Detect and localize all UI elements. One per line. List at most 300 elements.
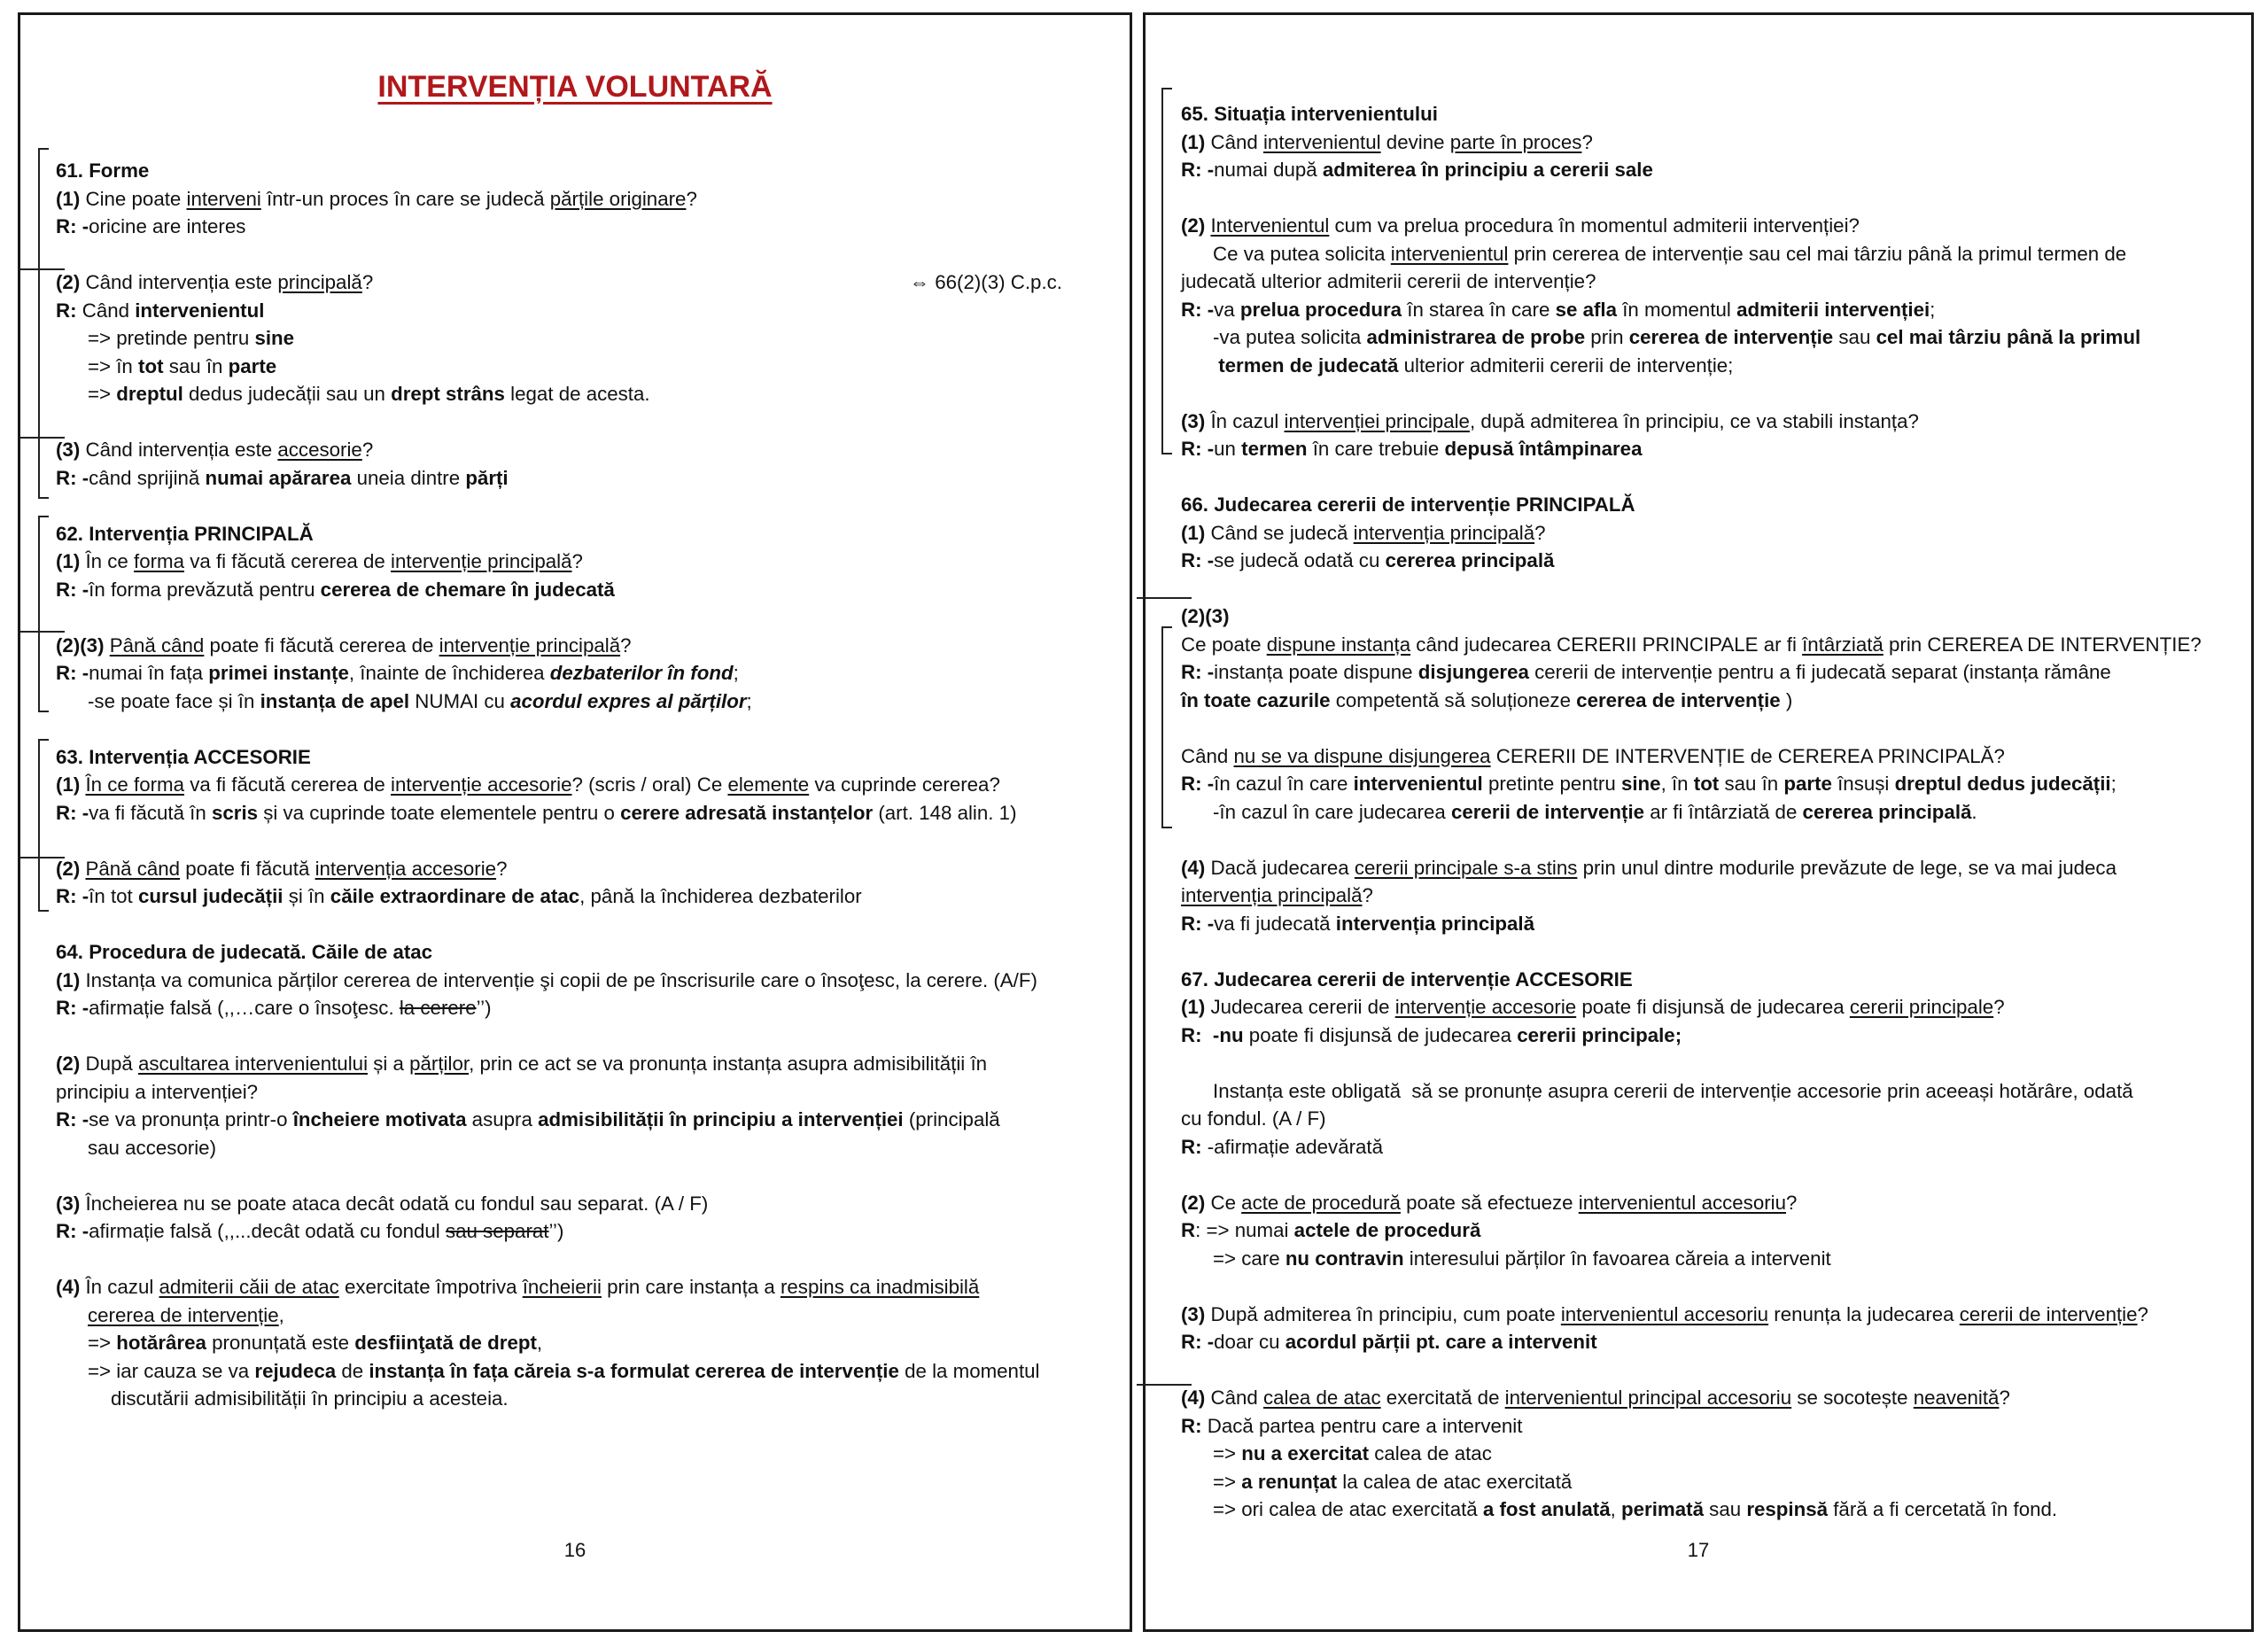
- text-run: NUMAI cu: [409, 689, 511, 712]
- text-run: intervenientul principal accesoriu: [1504, 1387, 1792, 1409]
- text-run: părți: [465, 466, 509, 489]
- line-text: [1181, 103, 1438, 125]
- section-bracket: [38, 148, 40, 499]
- text-run: sau în: [163, 354, 229, 377]
- line-text: [88, 383, 650, 405]
- text-line: [1181, 966, 2237, 994]
- line-text: [1181, 270, 1596, 292]
- text-line: [56, 1190, 1115, 1218]
- text-run: R: -: [1181, 1331, 1215, 1353]
- text-run: drept strâns: [391, 383, 505, 405]
- text-run: rejudeca: [254, 1359, 337, 1382]
- spacer: [56, 408, 1115, 437]
- text-run: intervenientul: [1353, 773, 1483, 795]
- bracket-tick: [20, 857, 65, 858]
- text-line: [56, 1329, 1115, 1357]
- line-text: [1213, 1471, 1572, 1493]
- text-run: ;: [2110, 773, 2117, 795]
- text-line: [1181, 1189, 2237, 1217]
- text-run: ar fi întârziată de: [1644, 800, 1803, 823]
- section-bracket: [1161, 626, 1163, 828]
- text-run: =>: [88, 383, 117, 405]
- text-run: sine: [1620, 773, 1661, 795]
- text-run: un: [1214, 438, 1242, 460]
- text-run: ?: [1786, 1191, 1798, 1214]
- spacer: [1181, 379, 2237, 408]
- text-run: depusă întâmpinarea: [1444, 438, 1643, 460]
- text-line: [1181, 1496, 2237, 1524]
- text-line: [56, 1217, 1115, 1246]
- text-run: încheiere motivata: [292, 1108, 467, 1130]
- text-line: [56, 520, 1115, 548]
- text-line: [56, 1106, 1115, 1134]
- line-text: [1213, 801, 1977, 823]
- text-run: După: [80, 1053, 138, 1075]
- line-text: [88, 1304, 284, 1326]
- text-line: [56, 1078, 1115, 1107]
- section-bracket: [38, 739, 40, 912]
- text-run: Încheierea nu se poate ataca decât odată cu fondul sau separat. (A / F): [80, 1192, 709, 1215]
- text-run: nu a exercitat: [1241, 1442, 1370, 1464]
- text-run: ,: [1610, 1498, 1622, 1520]
- line-text: [1181, 633, 2202, 656]
- text-run: Când intervenția este: [80, 271, 278, 293]
- text-line: [1181, 742, 2237, 771]
- text-run: În ce: [80, 550, 134, 572]
- text-line: [1181, 296, 2237, 324]
- text-line: [56, 743, 1115, 772]
- text-run: =>: [1213, 1442, 1242, 1464]
- text-line: [56, 994, 1115, 1022]
- text-run: ?: [1993, 996, 2005, 1018]
- text-run: intervenție accesorie: [391, 773, 572, 796]
- text-run: renunța la judecarea: [1768, 1302, 1960, 1325]
- page-number-right: 17: [1687, 1539, 1710, 1561]
- text-line: [1181, 882, 2237, 910]
- text-run: hotărârea: [116, 1332, 206, 1354]
- text-run: (2)(3): [56, 633, 105, 656]
- line-text: [1181, 214, 1860, 237]
- line-text: [1181, 968, 1633, 991]
- text-run: ? (scris / oral) Ce: [571, 773, 728, 796]
- text-line: [1181, 1440, 2237, 1468]
- text-run: ’’): [548, 1220, 564, 1242]
- text-run: sine: [254, 327, 295, 349]
- text-run: ulterior admiterii cererii de intervenție;: [1398, 353, 1734, 377]
- text-run: intervenientul accesoriu: [1560, 1302, 1769, 1325]
- text-run: ?: [1362, 884, 1373, 906]
- text-line: [1181, 519, 2237, 548]
- text-run: sau separat: [445, 1220, 549, 1242]
- text-run: termen de judecată: [1213, 353, 1399, 377]
- text-run: Când intervenția este: [80, 439, 278, 461]
- text-run: ?: [1999, 1387, 2010, 1409]
- text-run: va fi făcută cererea de: [184, 773, 392, 796]
- text-run: În ce forma: [85, 773, 184, 796]
- text-run: nu contravin: [1285, 1247, 1404, 1270]
- spacer: [56, 1246, 1115, 1274]
- text-run: instanța în fața căreia s-a formulat cererea de intervenție: [369, 1359, 899, 1382]
- text-run: (1): [56, 187, 81, 210]
- text-run: nu se va dispune disjungerea: [1233, 744, 1491, 767]
- line-text: [1181, 493, 1635, 516]
- text-run: (2): [56, 857, 81, 880]
- line-text: [1181, 884, 1373, 906]
- text-run: ?: [361, 271, 374, 293]
- text-run: (art. 148 alin. 1): [873, 801, 1017, 824]
- line-text: [1181, 689, 1792, 711]
- text-run: prin cererea de intervenție sau cel mai târziu până la primul termen de: [1508, 242, 2127, 265]
- text-run: în care trebuie: [1307, 438, 1445, 460]
- text-run: desfiinţată de drept: [354, 1332, 537, 1354]
- text-run: cererea de intervenție: [88, 1303, 279, 1326]
- text-run: 65. Situația intervenientului: [1181, 103, 1438, 125]
- text-line: [56, 632, 1115, 660]
- text-run: dispune instanța: [1266, 633, 1411, 656]
- line-text: [56, 1220, 563, 1242]
- text-run: (3): [1181, 409, 1206, 432]
- line-text: [56, 885, 862, 907]
- left-page: [18, 12, 1132, 1632]
- text-run: R: -: [56, 466, 89, 489]
- text-run: R:: [1181, 1414, 1202, 1437]
- text-run: Dacă partea pentru care a intervenit: [1201, 1414, 1523, 1437]
- text-run: .: [1971, 800, 1977, 823]
- text-line: [1181, 631, 2237, 659]
- text-run: intervenție principală: [439, 633, 621, 656]
- text-run: cererea principală: [1385, 549, 1555, 571]
- text-line: [1181, 100, 2237, 128]
- text-line: [1181, 1105, 2237, 1133]
- text-line: [56, 799, 1115, 827]
- page-title: INTERVENȚIA VOLUNTARĂ: [377, 70, 773, 104]
- text-run: admiterii intervenției: [1736, 298, 1930, 321]
- text-run: ;: [746, 689, 752, 712]
- text-run: a fost anulată: [1482, 1498, 1611, 1520]
- text-run: R:: [1181, 1023, 1202, 1046]
- line-text: [1181, 159, 1653, 181]
- text-run: R: -: [56, 662, 89, 684]
- text-line: [1181, 687, 2237, 715]
- section-bracket: [1161, 88, 1163, 454]
- right-page: [1143, 12, 2254, 1632]
- text-line: [56, 771, 1115, 799]
- text-run: perimată: [1621, 1498, 1704, 1520]
- text-run: În cazul: [1205, 409, 1285, 432]
- line-text: [1181, 1331, 1597, 1353]
- text-run: (2): [1181, 1191, 1206, 1214]
- text-run: R: -: [1181, 438, 1215, 460]
- text-run: R: -: [1181, 298, 1215, 321]
- text-run: cererii principale s-a stins: [1354, 856, 1578, 879]
- text-run: va cuprinde cererea?: [809, 773, 1000, 796]
- text-run: cererea principală: [1802, 800, 1972, 823]
- text-run: numai după: [1214, 159, 1323, 181]
- text-run: Când: [76, 299, 136, 322]
- text-run: în cazul în care: [1214, 773, 1354, 795]
- text-run: R: -: [56, 801, 89, 824]
- text-run: se va pronunța printr-o: [89, 1108, 293, 1130]
- text-run: (4): [1181, 1387, 1206, 1409]
- text-run: în toate cazurile: [1181, 688, 1331, 711]
- text-run: discutării admisibilității în principiu a acesteia.: [111, 1387, 509, 1410]
- text-line: [1181, 323, 2237, 352]
- text-run: în starea în care: [1402, 298, 1556, 321]
- text-run: administrarea de probe: [1366, 326, 1586, 348]
- text-run: 64. Procedura de judecată. Căile de atac: [56, 941, 433, 963]
- text-run: afirmație falsă (,,...decât odată cu fondul: [89, 1220, 446, 1242]
- line-text: [56, 969, 1037, 991]
- text-run: de la momentul: [898, 1359, 1040, 1382]
- line-text: [1181, 913, 1534, 935]
- text-run: în momentul: [1617, 298, 1737, 321]
- line-text: [56, 773, 1000, 796]
- text-run: (2)(3): [1181, 605, 1230, 627]
- text-run: numai în fața: [89, 662, 209, 684]
- text-line: [1181, 1301, 2237, 1329]
- text-run: cursul judecății: [137, 885, 284, 907]
- text-run: intervenientul accesoriu: [1578, 1191, 1786, 1214]
- text-run: =>: [1213, 1470, 1242, 1493]
- text-run: întârziată: [1802, 633, 1884, 656]
- text-run: intervenția principală: [1335, 912, 1535, 935]
- text-run: poate să efectueze: [1400, 1191, 1579, 1214]
- text-line: [56, 185, 1115, 214]
- text-run: -se poate face și în: [88, 689, 260, 712]
- line-text: [56, 439, 373, 461]
- line-text: [1213, 1080, 2133, 1102]
- text-run: de: [336, 1359, 369, 1382]
- line-text: [1213, 1442, 1492, 1464]
- text-run: , în: [1660, 773, 1694, 795]
- text-run: când judecarea CERERII PRINCIPALE ar fi: [1410, 633, 1803, 656]
- text-run: (3): [1181, 1302, 1206, 1325]
- text-run: R: -: [1181, 159, 1215, 181]
- text-line: [56, 436, 1115, 464]
- text-line: [56, 268, 1115, 297]
- text-run: (1): [1181, 996, 1206, 1018]
- text-run: , până la închiderea dezbaterilor: [579, 885, 862, 907]
- text-run: forma: [134, 550, 184, 572]
- spacer: [1181, 937, 2237, 966]
- text-run: într-un proces în care se judecă: [260, 187, 550, 210]
- text-run: la cerere: [399, 997, 477, 1019]
- text-run: competentă să soluționeze: [1330, 688, 1577, 711]
- page-number-left: 16: [563, 1539, 586, 1561]
- text-run: scris: [211, 801, 259, 824]
- text-line: [1181, 156, 2237, 184]
- line-text: [1181, 1303, 2148, 1325]
- text-run: admisibilității în principiu a intervenției: [538, 1108, 904, 1130]
- text-run: 66. Judecarea cererii de intervenție PRINCIPALĂ: [1181, 493, 1635, 516]
- text-run: instanța de apel: [260, 689, 410, 712]
- text-run: =>: [88, 1332, 117, 1354]
- line-text: [1181, 1192, 1797, 1214]
- line-text: [88, 327, 294, 349]
- line-text: [1181, 1024, 1682, 1046]
- text-run: va: [1214, 298, 1240, 321]
- bracket-tick: [20, 437, 65, 439]
- text-line: [56, 1273, 1115, 1301]
- text-run: se socotește: [1791, 1387, 1914, 1409]
- text-run: R: -: [1181, 661, 1215, 683]
- text-run: Ce: [1205, 1191, 1242, 1214]
- text-run: R: [1181, 1219, 1196, 1241]
- spacer: [56, 492, 1115, 520]
- text-line: [56, 938, 1115, 967]
- line-text: [88, 690, 752, 712]
- text-run: Când: [1205, 1387, 1263, 1409]
- text-run: cu fondul. (A / F): [1181, 1107, 1326, 1130]
- line-text: [1181, 438, 1643, 460]
- text-run: principală: [277, 271, 362, 293]
- text-run: (1): [56, 968, 81, 991]
- text-line: [56, 967, 1115, 995]
- text-line: [56, 1134, 1115, 1162]
- line-text: [1213, 1498, 2057, 1520]
- text-line: [56, 1050, 1115, 1078]
- text-run: legat de acesta.: [504, 383, 650, 405]
- bracket-tick: [20, 268, 65, 270]
- text-line: [1181, 547, 2237, 575]
- text-run: ’’): [476, 997, 492, 1019]
- text-run: neavenită: [1913, 1387, 2000, 1409]
- text-run: Instanța este obligată să se pronunțe asupra cererii de intervenție accesorie prin aceeași hotărâre, odată: [1213, 1079, 2133, 1102]
- text-run: În cazul: [80, 1276, 159, 1298]
- text-run: intervenția accesorie: [315, 857, 497, 880]
- spacer: [1181, 184, 2237, 213]
- text-run: tot: [1693, 773, 1720, 795]
- line-text: [88, 1332, 542, 1354]
- text-run: cererii de intervenție: [1450, 800, 1645, 823]
- text-run: și va cuprinde toate elementele pentru o: [258, 801, 621, 824]
- text-run: ?: [361, 439, 374, 461]
- line-text: [56, 746, 311, 768]
- text-line: [56, 353, 1115, 381]
- line-text: [56, 188, 697, 210]
- text-run: fără a fi cercetată în fond.: [1828, 1498, 2058, 1520]
- text-line: [1181, 1412, 2237, 1441]
- line-text: [88, 1137, 216, 1159]
- line-text: [1181, 661, 2111, 683]
- text-line: [1181, 1133, 2237, 1161]
- text-line: [1181, 352, 2237, 380]
- text-run: R:: [1181, 1135, 1202, 1158]
- text-run: ?: [1534, 521, 1546, 544]
- text-run: admiterea în principiu a cererii sale: [1322, 159, 1653, 181]
- text-run: ;: [733, 662, 739, 684]
- text-run: => care: [1213, 1247, 1285, 1270]
- text-line: [56, 1357, 1115, 1386]
- text-run: poate fi disjunsă de judecarea: [1243, 1023, 1518, 1046]
- text-line: [1181, 1328, 2237, 1356]
- text-run: uneia dintre: [351, 466, 466, 489]
- text-run: R:: [56, 299, 77, 322]
- text-run: 61. Forme: [56, 159, 150, 182]
- text-run: (4): [1181, 856, 1206, 879]
- text-run: R: -: [56, 885, 89, 907]
- text-run: termen: [1241, 438, 1308, 460]
- text-run: calea de atac: [1262, 1387, 1381, 1409]
- text-run: interesului părților în favoarea căreia a intervenit: [1403, 1247, 1831, 1270]
- text-run: => pretinde pentru: [88, 327, 255, 349]
- text-run: afirmație falsă (,,…care o însoţesc.: [89, 997, 400, 1019]
- text-run: , prin ce act se va pronunța instanța asupra admisibilității în: [469, 1053, 988, 1075]
- text-run: însuși: [1831, 773, 1895, 795]
- text-run: După admiterea în principiu, cum poate: [1205, 1302, 1561, 1325]
- text-run: (2): [56, 271, 81, 293]
- line-text: [1181, 522, 1546, 544]
- right-page-content: [1181, 100, 2237, 1524]
- spacer: [1181, 1161, 2237, 1189]
- text-run: [1202, 1024, 1213, 1046]
- bracket-tick: [20, 631, 65, 633]
- text-run: încheierii: [522, 1276, 602, 1298]
- line-text: [1181, 549, 1554, 571]
- text-line: [1181, 1468, 2237, 1496]
- text-run: respins ca inadmisibilă: [780, 1276, 980, 1298]
- text-run: Când: [1181, 744, 1234, 767]
- text-run: devine: [1380, 130, 1450, 153]
- text-run: R: -: [56, 1220, 89, 1242]
- text-run: va fi făcută în: [89, 801, 212, 824]
- line-text: [1181, 1136, 1383, 1158]
- text-line: [1181, 212, 2237, 240]
- text-run: sau în: [1719, 773, 1784, 795]
- text-run: (1): [56, 773, 81, 796]
- text-run: numai apărarea: [205, 466, 352, 489]
- text-run: ,: [536, 1332, 543, 1354]
- text-run: sau: [1703, 1498, 1747, 1520]
- line-text: [1181, 1107, 1326, 1130]
- text-run: când sprijină: [89, 466, 206, 489]
- text-run: acordul expres al părților: [510, 689, 747, 712]
- text-run: cererea de intervenție: [1576, 688, 1781, 711]
- line-text: [56, 550, 583, 572]
- text-run: => iar cauza se va: [88, 1359, 255, 1382]
- text-run: R: -: [1181, 773, 1215, 795]
- text-run: judecată ulterior admiterii cererii de intervenție?: [1181, 270, 1596, 292]
- text-run: Cine poate: [80, 187, 187, 210]
- text-run: ;: [1930, 298, 1936, 321]
- text-run: părțile originare: [549, 187, 687, 210]
- spacer: [1181, 1356, 2237, 1385]
- text-run: prin: [1585, 326, 1629, 348]
- text-run: cererii de intervenție: [1959, 1302, 2138, 1325]
- text-run: admiterii căii de atac: [159, 1276, 339, 1298]
- text-run: Când: [1205, 130, 1263, 153]
- text-run: și a: [368, 1053, 410, 1075]
- line-text: [56, 467, 509, 489]
- text-run: 63. Intervenția ACCESORIE: [56, 745, 311, 768]
- text-run: dreptul dedus judecății: [1894, 773, 2111, 795]
- text-run: R: -: [56, 578, 89, 601]
- text-run: intervenției principale: [1284, 409, 1470, 432]
- text-run: oricine are interes: [89, 215, 246, 237]
- text-run: Când se judecă: [1205, 521, 1354, 544]
- text-run: elemente: [727, 773, 810, 796]
- text-run: instanța poate dispune: [1214, 661, 1418, 683]
- text-run: pretinte pentru: [1482, 773, 1621, 795]
- line-text: [1181, 773, 2117, 795]
- text-run: primei instanțe: [208, 662, 349, 684]
- line-text: [1213, 326, 2140, 348]
- text-line: [56, 855, 1115, 883]
- text-run: (4): [56, 1276, 81, 1298]
- text-line: [56, 882, 1115, 911]
- line-text: [1181, 1219, 1480, 1241]
- text-run: 62. Intervenția PRINCIPALĂ: [56, 522, 314, 545]
